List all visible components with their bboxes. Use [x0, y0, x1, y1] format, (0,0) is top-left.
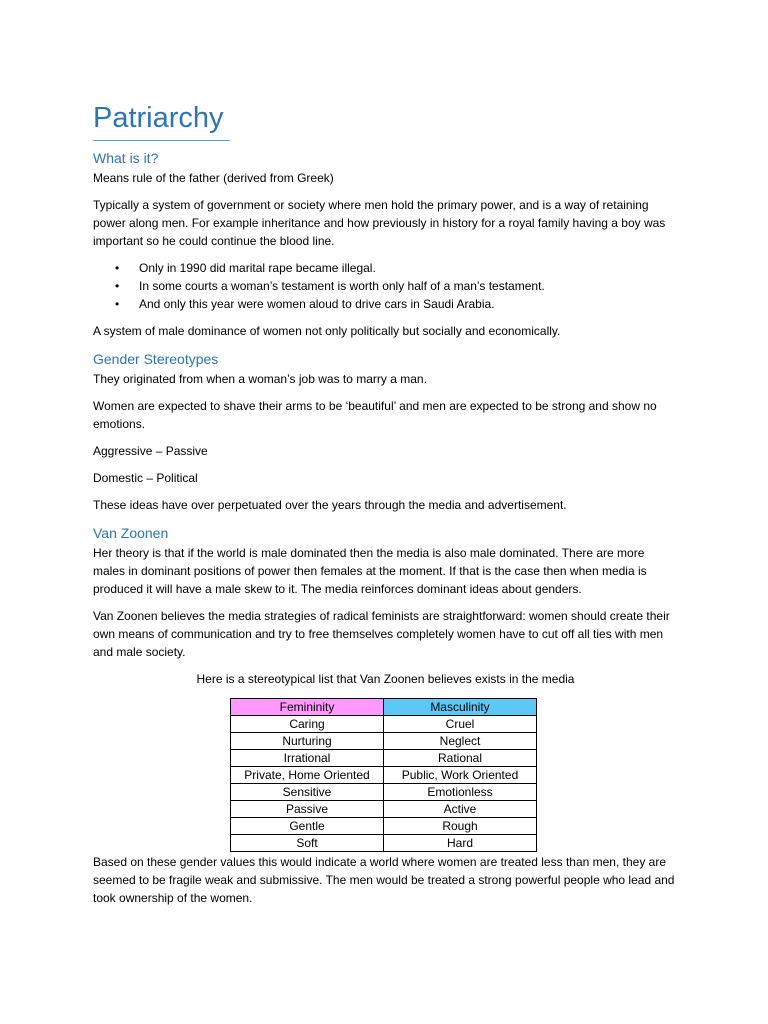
cell-masculinity: Rough [384, 818, 537, 835]
table-row [231, 818, 537, 835]
header-masculinity: Masculinity [384, 699, 537, 716]
bullet-icon: • [115, 261, 120, 275]
cell-masculinity: Neglect [384, 733, 537, 750]
bullet-icon: • [115, 297, 120, 311]
paragraph-expectations: Women are expected to shave their arms to be ‘beautiful’ and men are expected to be strong and show no emotions. [93, 399, 657, 431]
table-row [231, 733, 537, 750]
table-header-row [231, 699, 537, 716]
document-title: Patriarchy [93, 100, 230, 141]
paragraph-origin: They originated from when a woman’s job was to marry a man. [93, 372, 427, 386]
list-item [115, 259, 678, 277]
table-row [231, 801, 537, 818]
cell-masculinity: Rational [384, 750, 537, 767]
table-row [231, 784, 537, 801]
facts-list [93, 259, 678, 313]
table-intro: Here is a stereotypical list that Van Zoonen believes exists in the media [196, 672, 575, 686]
list-item-text: In some courts a woman’s testament is worth only half of a man’s testament. [139, 279, 545, 293]
cell-femininity: Private, Home Oriented [231, 767, 384, 784]
table-row [231, 767, 537, 784]
cell-femininity: Sensitive [231, 784, 384, 801]
cell-femininity: Gentle [231, 818, 384, 835]
heading-gender-stereotypes: Gender Stereotypes [93, 351, 219, 367]
cell-femininity: Irrational [231, 750, 384, 767]
bullet-icon: • [115, 279, 120, 293]
cell-femininity: Nurturing [231, 733, 384, 750]
cell-femininity: Passive [231, 801, 384, 818]
cell-masculinity: Public, Work Oriented [384, 767, 537, 784]
table-row [231, 835, 537, 852]
paragraph-radical-feminists: Van Zoonen believes the media strategies of radical feminists are straightforward: women should create their own means of communication and try to free themselves completely women have to cut off all ties with men and male society. [93, 609, 670, 659]
paragraph-theory: Her theory is that if the world is male dominated then the media is also male dominated. There are more males in dominant positions of power then females at the moment. If that is the case then when media is produced it will have a male skew to it. The media reinforces dominant ideas about genders. [93, 546, 647, 596]
paragraph-aggressive-passive: Aggressive – Passive [93, 444, 208, 458]
paragraph-media-perpetuation: These ideas have over perpetuated over the years through the media and advertisement. [93, 498, 567, 512]
cell-masculinity: Cruel [384, 716, 537, 733]
table-row [231, 716, 537, 733]
table-row [231, 750, 537, 767]
paragraph-system-description: Typically a system of government or society where men hold the primary power, and is a way of retaining power along men. For example inheritance and how previously in history for a royal family having a boy was important so he could continue the blood line. [93, 198, 666, 248]
paragraph-male-dominance: A system of male dominance of women not only politically but socially and economically. [93, 324, 561, 338]
cell-femininity: Soft [231, 835, 384, 852]
cell-femininity: Caring [231, 716, 384, 733]
stereotype-table [230, 698, 537, 852]
cell-masculinity: Hard [384, 835, 537, 852]
list-item [115, 295, 678, 313]
heading-van-zoonen: Van Zoonen [93, 525, 169, 541]
cell-masculinity: Emotionless [384, 784, 537, 801]
header-femininity: Femininity [231, 699, 384, 716]
paragraph-domestic-political: Domestic – Political [93, 471, 198, 485]
cell-masculinity: Active [384, 801, 537, 818]
heading-what-is-it: What is it? [93, 150, 159, 166]
document-page [93, 100, 678, 916]
list-item [115, 277, 678, 295]
paragraph-conclusion: Based on these gender values this would indicate a world where women are treated less than men, they are seemed to be fragile weak and submissive. The men would be treated a strong powerful people who lead and took ownership of the women. [93, 855, 675, 905]
paragraph-definition: Means rule of the father (derived from Greek) [93, 171, 334, 185]
list-item-text: Only in 1990 did marital rape became illegal. [139, 261, 376, 275]
list-item-text: And only this year were women aloud to drive cars in Saudi Arabia. [139, 297, 495, 311]
